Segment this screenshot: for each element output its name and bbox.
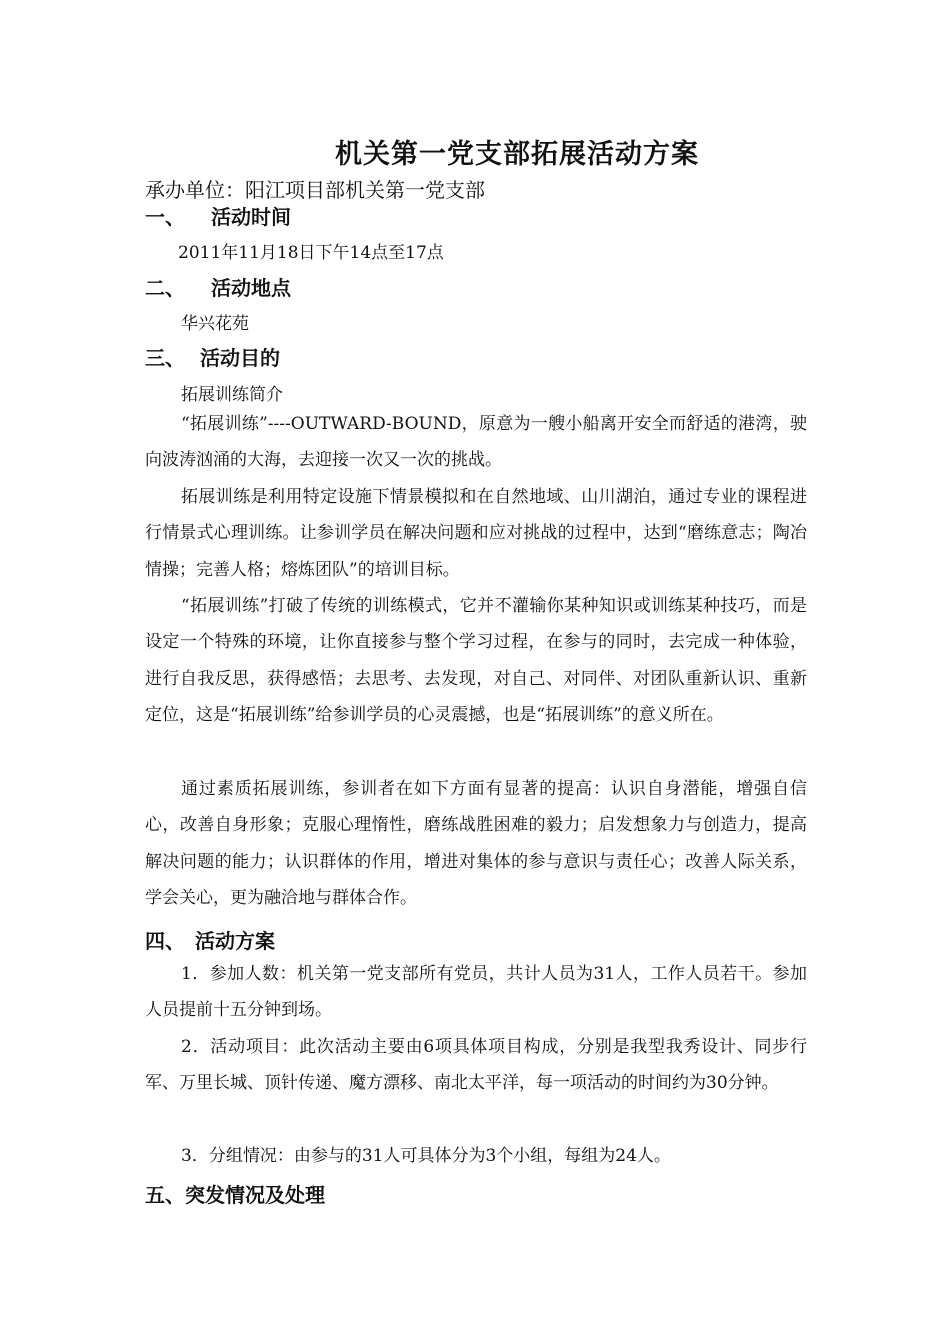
section-title: 活动时间 bbox=[211, 205, 291, 229]
organizer-line: 承办单位：阳江项目部机关第一党支部 bbox=[145, 178, 485, 202]
section-heading-time bbox=[145, 201, 291, 230]
section-number: 一、 bbox=[145, 205, 185, 229]
paragraph: “拓展训练”打破了传统的训练模式，它并不灌输你某种知识或训练某种技巧，而是设定一个特殊的环境，让你直接参与整个学习过程，在参与的同时，去完成一种体验，进行自我反思，获得感悟；去思考、去发现，对自己、对同伴、对团队重新认识、重新定位，这是“拓展训练”给参训学员的心灵震撼，也是“拓展训练”的意义所在。 bbox=[145, 596, 807, 726]
section-number: 四、 bbox=[145, 929, 185, 953]
paragraph: 拓展训练是利用特定设施下情景模拟和在自然地域、山川湖泊，通过专业的课程进行情景式心理训练。让参训学员在解决问题和应对挑战的过程中，达到“磨练意志；陶冶情操；完善人格；熔炼团队”的培训目标。 bbox=[145, 487, 807, 580]
activity-location-text: 华兴花苑 bbox=[181, 314, 249, 334]
paragraph: 3．分组情况：由参与的31人可具体分为3个小组，每组为24人。 bbox=[181, 1146, 671, 1166]
section-number: 三、 bbox=[145, 346, 185, 370]
purpose-subtitle: 拓展训练简介 bbox=[181, 385, 283, 405]
section-number: 二、 bbox=[145, 276, 185, 300]
section-heading-plan bbox=[145, 925, 275, 954]
paragraph: 通过素质拓展训练，参训者在如下方面有显著的提高：认识自身潜能，增强自信心，改善自身形象；克服心理惰性，磨练战胜困难的毅力；启发想象力与创造力，提高解决问题的能力；认识群体的作用，增进对集体的参与意识与责任心；改善人际关系，学会关心，更为融洽地与群体合作。 bbox=[145, 779, 807, 909]
section-heading-location bbox=[145, 272, 291, 301]
section-title: 活动方案 bbox=[195, 929, 275, 953]
paragraph: “拓展训练”----OUTWARD-BOUND，原意为一艘小船离开安全而舒适的港湾，驶向波涛汹涌的大海，去迎接一次又一次的挑战。 bbox=[145, 414, 807, 471]
document-title: 机关第一党支部拓展活动方案 bbox=[335, 139, 699, 170]
section-title: 活动目的 bbox=[200, 346, 280, 370]
paragraph: 1．参加人数：机关第一党支部所有党员，共计人员为31人，工作人员若干。参加人员提前十五分钟到场。 bbox=[145, 964, 807, 1021]
section-title: 活动地点 bbox=[211, 276, 291, 300]
section-heading-purpose bbox=[145, 342, 280, 371]
section-heading-emergency: 五、突发情况及处理 bbox=[145, 1183, 325, 1207]
paragraph: 2．活动项目：此次活动主要由6项具体项目构成，分别是我型我秀设计、同步行军、万里长城、顶针传递、魔方漂移、南北太平洋，每一项活动的时间约为30分钟。 bbox=[145, 1037, 807, 1094]
activity-time-text: 2011年11月18日下午14点至17点 bbox=[178, 243, 444, 263]
